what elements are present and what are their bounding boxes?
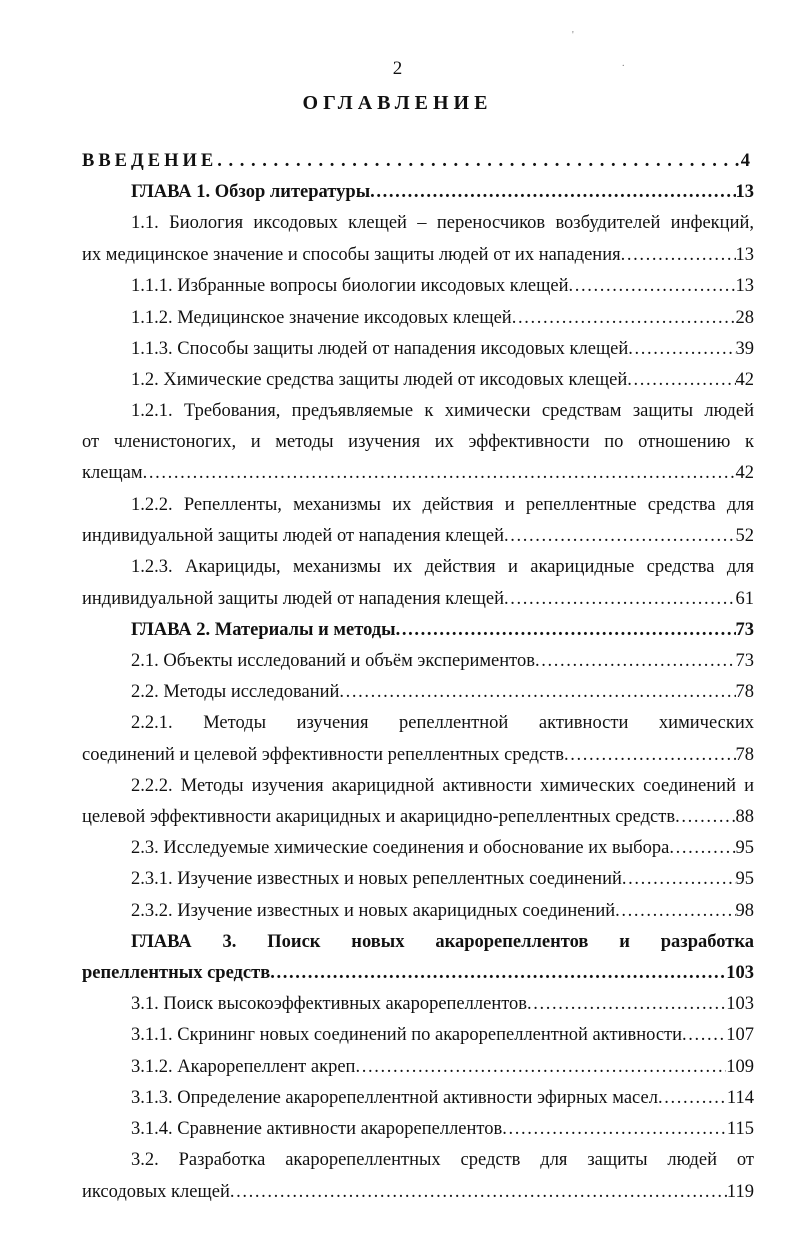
toc-entry-2-1[interactable]: 2.1. Объекты исследований и объём экспериментов . . . 73: [131, 646, 754, 676]
toc-entry-1-2[interactable]: 1.2. Химические средства защиты людей от иксодовых клещей . . . 42: [131, 365, 754, 395]
toc-entry-1-2-1-line2: от членистоногих, и методы изучения их эффективности по отношению к: [82, 432, 754, 452]
toc-entry-1-1[interactable]: их медицинское значение и способы защиты людей от их нападения . . . 13: [82, 240, 754, 270]
toc-entry-1-2-2-line1: 1.2.2. Репелленты, механизмы их действия и репеллентные средства для: [131, 495, 754, 515]
scan-mark: ': [572, 30, 574, 41]
toc-entry-1-2-3-line1: 1.2.3. Акарициды, механизмы их действия и акарицидные средства для: [131, 557, 754, 577]
toc-entry-1-1-1[interactable]: 1.1.1. Избранные вопросы биологии иксодовых клещей . . . 13: [131, 271, 754, 301]
toc-entry-2-2[interactable]: 2.2. Методы исследований . . . 78: [131, 677, 754, 707]
toc-entry-introduction[interactable]: ВВЕДЕНИЕ . . . 4: [82, 146, 754, 176]
toc-entry-3-1-2[interactable]: 3.1.2. Акарорепеллент акреп . . . 109: [131, 1052, 754, 1082]
toc-entry-3-1[interactable]: 3.1. Поиск высокоэффективных акарорепеллентов . . . 103: [131, 989, 754, 1019]
toc-entry-3-1-3[interactable]: 3.1.3. Определение акарорепеллентной активности эфирных масел . . . 114: [131, 1083, 754, 1113]
toc-entry-1-2-1-line1: 1.2.1. Требования, предъявляемые к химически средствам защиты людей: [131, 401, 754, 421]
toc-entry-1-2-1[interactable]: клещам . . . 42: [82, 458, 754, 488]
toc-entry-2-2-2[interactable]: целевой эффективности акарицидных и акарицидно-репеллентных средств . . . 88: [82, 802, 754, 832]
toc-entry-2-3-2[interactable]: 2.3.2. Изучение известных и новых акарицидных соединений . . . 98: [131, 896, 754, 926]
toc-entry-2-2-1-line1: 2.2.1. Методы изучения репеллентной активности химических: [131, 713, 754, 733]
toc-entry-3-1-4[interactable]: 3.1.4. Сравнение активности акарорепеллентов . . . 115: [131, 1114, 754, 1144]
toc-entry-1-2-3[interactable]: индивидуальной защиты людей от нападения клещей . . . 61: [82, 584, 754, 614]
toc-entry-chapter-2[interactable]: ГЛАВА 2. Материалы и методы . . . 73: [131, 615, 754, 645]
toc-entry-2-2-2-line1: 2.2.2. Методы изучения акарицидной активности химических соединений и: [131, 776, 754, 796]
toc-entry-1-2-2[interactable]: индивидуальной защиты людей от нападения клещей . . . 52: [82, 521, 754, 551]
scan-mark: .: [622, 58, 625, 69]
page-title: ОГЛАВЛЕНИЕ: [302, 92, 493, 114]
toc-entry-2-3[interactable]: 2.3. Исследуемые химические соединения и обоснование их выбора . . . 95: [131, 833, 754, 863]
toc-entry-chapter-3[interactable]: репеллентных средств . . . 103: [82, 958, 754, 988]
toc-entry-3-2[interactable]: иксодовых клещей . . . 119: [82, 1177, 754, 1207]
toc-entry-1-1-3[interactable]: 1.1.3. Способы защиты людей от нападения иксодовых клещей . . . 39: [131, 334, 754, 364]
toc-entry-chapter-3-line1: ГЛАВА 3. Поиск новых акарорепеллентов и разработка: [131, 932, 754, 952]
toc-entry-3-1-1[interactable]: 3.1.1. Скрининг новых соединений по акарорепеллентной активности . . . 107: [131, 1020, 754, 1050]
toc-entry-chapter-1[interactable]: ГЛАВА 1. Обзор литературы . . . 13: [131, 177, 754, 207]
toc-entry-1-1-line1: 1.1. Биология иксодовых клещей – переносчиков возбудителей инфекций,: [131, 213, 754, 233]
page-number: 2: [392, 58, 403, 79]
toc-entry-2-2-1[interactable]: соединений и целевой эффективности репеллентных средств . . . 78: [82, 740, 754, 770]
toc-entry-2-3-1[interactable]: 2.3.1. Изучение известных и новых репеллентных соединений . . . 95: [131, 864, 754, 894]
toc-entry-3-2-line1: 3.2. Разработка акарорепеллентных средств для защиты людей от: [131, 1150, 754, 1170]
toc-entry-1-1-2[interactable]: 1.1.2. Медицинское значение иксодовых клещей . . . 28: [131, 303, 754, 333]
